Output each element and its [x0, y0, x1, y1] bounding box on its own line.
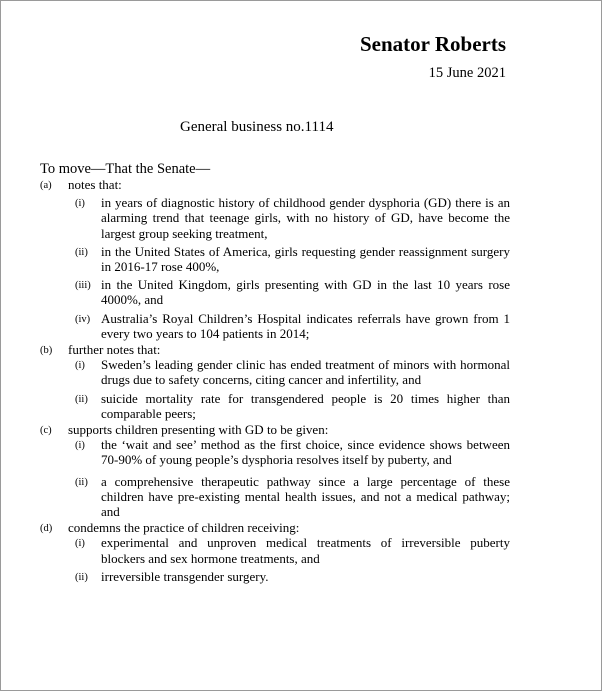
subparagraph-text: in the United States of America, girls requesting gender reassignment surgery in 2016-17 rose 400%, [101, 243, 510, 275]
subparagraph-text: experimental and unproven medical treatments of irreversible puberty blockers and sex hormone treatments, and [101, 535, 510, 566]
subparagraph [40, 535, 510, 565]
subparagraph-number: (ii) [75, 476, 88, 488]
business-number: General business no.1114 [180, 119, 334, 135]
subparagraph-text: suicide mortality rate for transgendered people is 20 times higher than comparable peers; [101, 390, 510, 421]
subparagraph-number: (i) [75, 440, 85, 452]
paragraph-b [40, 342, 510, 357]
subparagraph-text: a comprehensive therapeutic pathway since a large percentage of these children have pre-existing mental health issues, and not a medical pathway; and [101, 473, 510, 520]
subparagraph-number: (ii) [75, 246, 88, 258]
subparagraph [40, 569, 510, 584]
subparagraph [40, 357, 510, 387]
subparagraph-text: irreversible transgender surgery. [101, 568, 269, 584]
subparagraph-text: Sweden’s leading gender clinic has ended treatment of minors with hormonal drugs due to safety concerns, citing cancer and infertility, and [101, 357, 510, 388]
paragraph-number: (c) [40, 425, 52, 437]
paragraph-text: supports children presenting with GD to be given: [68, 422, 329, 438]
subparagraph [40, 391, 510, 421]
subparagraph-number: (iv) [75, 313, 91, 325]
paragraph-a [40, 177, 510, 192]
subparagraph [40, 311, 510, 341]
paragraph-number: (a) [40, 180, 52, 191]
senator-name: Senator Roberts [359, 32, 506, 56]
subparagraph-number: (i) [75, 198, 85, 210]
subparagraph [40, 195, 510, 241]
subparagraph-number: (i) [75, 360, 85, 372]
motion-date: 15 June 2021 [428, 65, 506, 81]
paragraph-number: (d) [40, 523, 53, 535]
subparagraph-text: in years of diagnostic history of childhood gender dysphoria (GD) there is an alarming trend that teenage girls, with no history of GD, have become the largest group seeking treatment, [101, 195, 510, 241]
subparagraph-text: Australia’s Royal Children’s Hospital indicates referrals have grown from 1 every two years to 104 patients in 2014; [101, 310, 510, 341]
paragraph-text: further notes that: [68, 342, 161, 358]
subparagraph-number: (ii) [75, 393, 88, 405]
subparagraph-number: (ii) [75, 571, 88, 583]
subparagraph-number: (iii) [75, 280, 91, 292]
subparagraph-number: (i) [75, 538, 85, 550]
motion-body [40, 177, 510, 584]
paragraph-number: (b) [40, 345, 53, 357]
paragraph-c [40, 422, 510, 437]
subparagraph [40, 277, 510, 307]
paragraph-text: notes that: [68, 177, 122, 192]
paragraph-d [40, 520, 510, 535]
motion-heading: To move—That the Senate— [40, 161, 211, 177]
paragraph-text: condemns the practice of children receiving: [68, 520, 300, 536]
subparagraph [40, 244, 510, 274]
subparagraph-text: the ‘wait and see’ method as the first choice, since evidence shows between 70-90% of young people’s dysphoria resolves itself by puberty, and [101, 437, 510, 468]
subparagraph [40, 437, 510, 467]
subparagraph [40, 474, 510, 520]
subparagraph-text: in the United Kingdom, girls presenting with GD in the last 10 years rose 4000%, and [101, 277, 510, 308]
